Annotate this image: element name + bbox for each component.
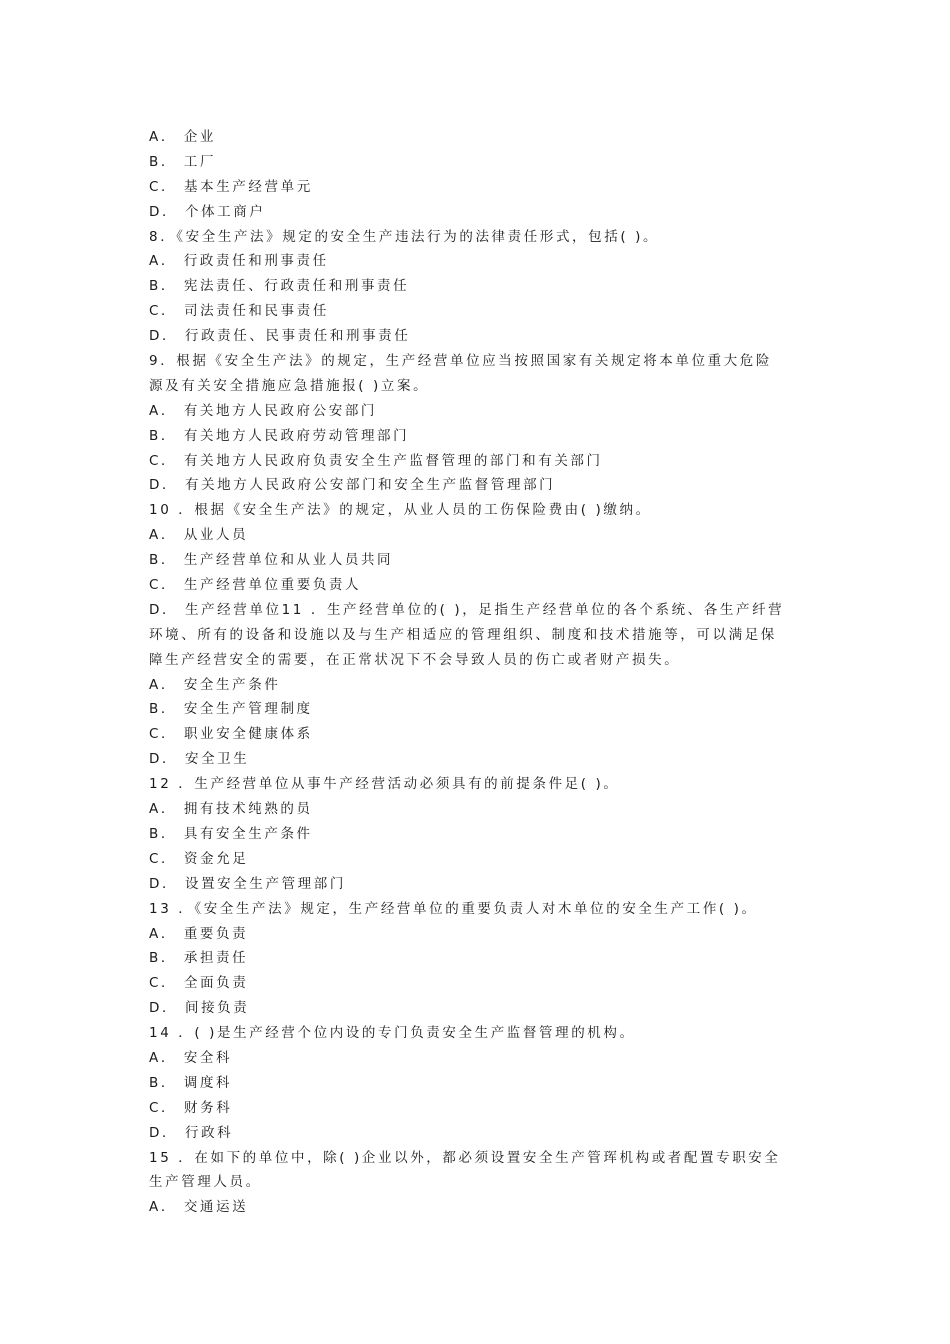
question-line: 环境、所有的设备和设施以及与生产相适应的管理组织、制度和技术措施等，可以满足保: [149, 626, 777, 643]
text-line: D． 设置安全生产管理部门: [149, 875, 346, 892]
text-line: B． 有关地方人民政府劳动管理部门: [149, 427, 410, 444]
question-line: 源及有关安全措施应急措施报( )立案。: [149, 377, 430, 394]
question-line: 15 ．在如下的单位中，除( )企业以外，都必须设置安全生产管珲机构或者配置专职安全: [149, 1149, 781, 1166]
text-line: A． 拥有技术纯熟的员: [149, 801, 313, 818]
text-line: C． 基本生产经营单元: [149, 178, 313, 195]
question-line: 障生产经营安全的需要，在正常状况下不会导致人员的伤亡或者财产损失。: [149, 651, 681, 668]
text-line: C． 司法责任和民事责任: [149, 303, 329, 320]
text-line: D． 行政科: [149, 1124, 234, 1141]
question-line: 13 ．《安全生产法》规定，生产经营单位的重要负责人对木单位的安全生产工作( )。: [149, 900, 758, 917]
text-line: C． 全面负责: [149, 975, 249, 992]
text-line: A． 重要负责: [149, 925, 249, 942]
text-line: D． 间接负责: [149, 1000, 250, 1017]
text-line: D． 行政责任、民事责任和刑事责任: [149, 328, 411, 345]
question-line: 14 ．( )是生产经营个位内设的专门负责安全生产监督管理的机构。: [149, 1025, 636, 1042]
question-line: D． 生产经营单位11 ．生产经营单位的( )，足指生产经营单位的各个系统、各生产纤营: [149, 601, 785, 618]
text-line: D． 个体工商户: [149, 203, 266, 220]
question-line: 12 ．生产经营单位从事牛产经营活动必须具有的前提条件足( )。: [149, 776, 620, 793]
question-line: 10 ．根据《安全生产法》的规定，从业人员的工伤保险费由( )缴纳。: [149, 502, 652, 519]
text-line: B． 工厂: [149, 153, 217, 170]
text-line: C． 有关地方人民政府负责安全生产监督管理的部门和有关部门: [149, 452, 603, 469]
text-line: A． 安全科: [149, 1049, 233, 1066]
text-line: C． 职业安全健康体系: [149, 726, 313, 743]
text-line: B． 承担责任: [149, 950, 249, 967]
question-line: 生产管理人员。: [149, 1174, 262, 1191]
document-body: [149, 125, 801, 1220]
text-line: C． 生产经营单位重要负责人: [149, 577, 362, 594]
text-line: D． 安全卫生: [149, 751, 250, 768]
text-line: B． 安全生产管理制度: [149, 701, 313, 718]
text-line: A． 从业人员: [149, 527, 249, 544]
text-line: C． 资金允足: [149, 850, 249, 867]
text-line: B． 具有安全生产条件: [149, 825, 313, 842]
text-line: B． 调度科: [149, 1074, 233, 1091]
text-line: C． 财务科: [149, 1099, 233, 1116]
text-line: A． 企业: [149, 129, 217, 145]
text-line: A． 行政责任和刑事责任: [149, 253, 329, 270]
text-line: B． 宪法责任、行政责任和刑事责任: [149, 278, 410, 295]
text-line: B． 生产经营单位和从业人员共同: [149, 552, 394, 569]
text-line: A． 有关地方人民政府公安部门: [149, 402, 378, 419]
text-line: A． 安全生产条件: [149, 676, 281, 693]
text-line: A． 交通运送: [149, 1199, 249, 1216]
question-line: 8．《安全生产法》规定的安全生产违法行为的法律责任形式，包括( )。: [149, 228, 660, 245]
text-line: D． 有关地方人民政府公安部门和安全生产监督管理部门: [149, 477, 556, 494]
question-line: 9．根据《安全生产法》的规定，生产经营单位应当按照国家有关规定将本单位重大危险: [149, 353, 772, 370]
